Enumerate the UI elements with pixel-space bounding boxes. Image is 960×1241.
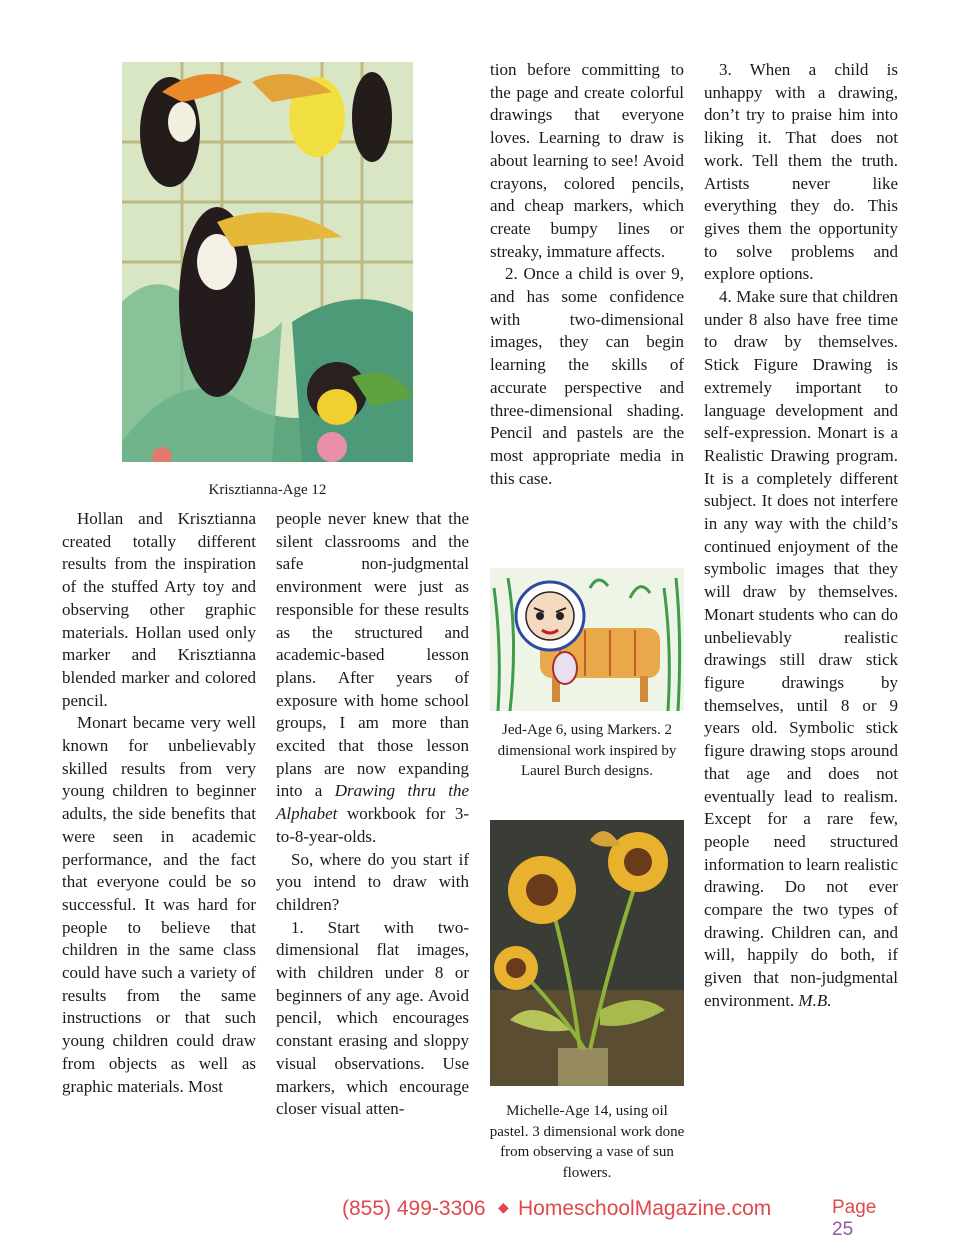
article-column-1 (62, 508, 256, 1098)
workbook-title: Drawing thru the Alphabet (276, 781, 469, 824)
michelle-caption: Michelle-Age 14, using oil pastel. 3 dimensional work done from observing a vase of sun flowers. (489, 1103, 685, 1181)
article-paragraph: Monart became very well known for unbelievably skilled results from very young children to beginner adults, the side benefits that were seen in academic performance, and the fact that everyone could be so successful. It was hard for people to believe that children in the same class could have such a variety of results from the same instructions or that such young children could draw from objects as well as graphic materials. Most (62, 713, 256, 1096)
page-number: 25 (832, 1219, 854, 1240)
article-paragraph: So, where do you start if you intend to draw with children? (276, 849, 469, 914)
author-signature: M.B. (798, 990, 832, 1010)
separator-diamond-icon: ◆ (498, 1199, 509, 1215)
article-paragraph: 2. Once a child is over 9, and has some confidence with two-dimensional images, they can begin learning the skills of accurate perspective and three-dimensional shading. Pencil and pastels are the most appropriate media in this case. (490, 264, 684, 488)
article-paragraph: Hollan and Krisztianna created totally different results from the inspiration of the stuffed Arty toy and observing other graphic materials. Hollan used only marker and Krisztianna blended marker and colored pencil. (62, 509, 256, 710)
paragraph-text: 4. Make sure that children under 8 also have free time to draw by themselves. Stick Figure Drawing is extremely important to language development and self-expression. Monart is a Realistic Drawing program. It is a completely different subject. It does not interfere in any way with the child’s continued enjoyment of the symbolic images that they will draw by themselves. Monart students who can do unbelievably realistic drawings still draw stick figure drawings by themselves, until 8 or 9 years old. Symbolic stick figure drawing stops around that age and does not eventually lead to realism. Except for a rare few, people need structured information to learn realistic drawing. Do not ever compare the two types of drawing. Children can, and will, happily do both, if given that non-judgmental environment. (704, 287, 899, 1010)
toucan-painting (122, 62, 413, 462)
site-prefix: Homeschool (518, 1197, 635, 1220)
article-paragraph: tion before committing to the page and create colorful drawings that everyone loves. Learning to draw is about learning to see! Avoid crayons, colored pencils, and cheap markers, which create bumpy lines or streaky, immature affects. (490, 60, 684, 261)
article-paragraph (276, 508, 469, 849)
toucan-caption: Krisztianna-Age 12 (208, 482, 327, 498)
phone-number[interactable]: (855) 499-3306 (342, 1197, 486, 1220)
article-column-4 (704, 59, 898, 1013)
website-link[interactable] (518, 1197, 771, 1221)
paragraph-text: workbook for 3-to-8-year-olds. (276, 804, 469, 846)
article-paragraph (704, 286, 898, 1013)
michelle-sunflower-drawing (490, 820, 684, 1086)
page-label: Page (832, 1197, 877, 1218)
jed-marker-drawing (490, 568, 684, 711)
page-footer (300, 1195, 900, 1240)
article-column-2 (276, 508, 469, 1121)
article-paragraph: 3. When a child is unhappy with a drawing, don’t try to praise him into liking it. That does not work. Tell them the truth. Artists never like everything they do. This gives them the opportunity to solve problems and explore options. (704, 60, 898, 284)
paragraph-text: people never knew that the silent classrooms and the safe non-judgmental environment were just as responsible for these results as the structured and academic-based lesson plans. After years of exposure with home school groups, I am more than excited that those lesson plans are now expanding into a (276, 509, 469, 801)
jed-caption: Jed-Age 6, using Markers. 2 dimensional work inspired by Laurel Burch designs. (497, 722, 677, 779)
article-column-3 (490, 59, 684, 490)
site-suffix: Magazine.com (634, 1197, 772, 1220)
page-indicator (832, 1197, 900, 1241)
article-paragraph: 1. Start with two-dimensional flat images, with children under 8 or beginners of any age. Avoid pencil, which encourages constant erasing and sloppy visual observations. Use markers, which encourage closer visual atten- (276, 917, 469, 1119)
